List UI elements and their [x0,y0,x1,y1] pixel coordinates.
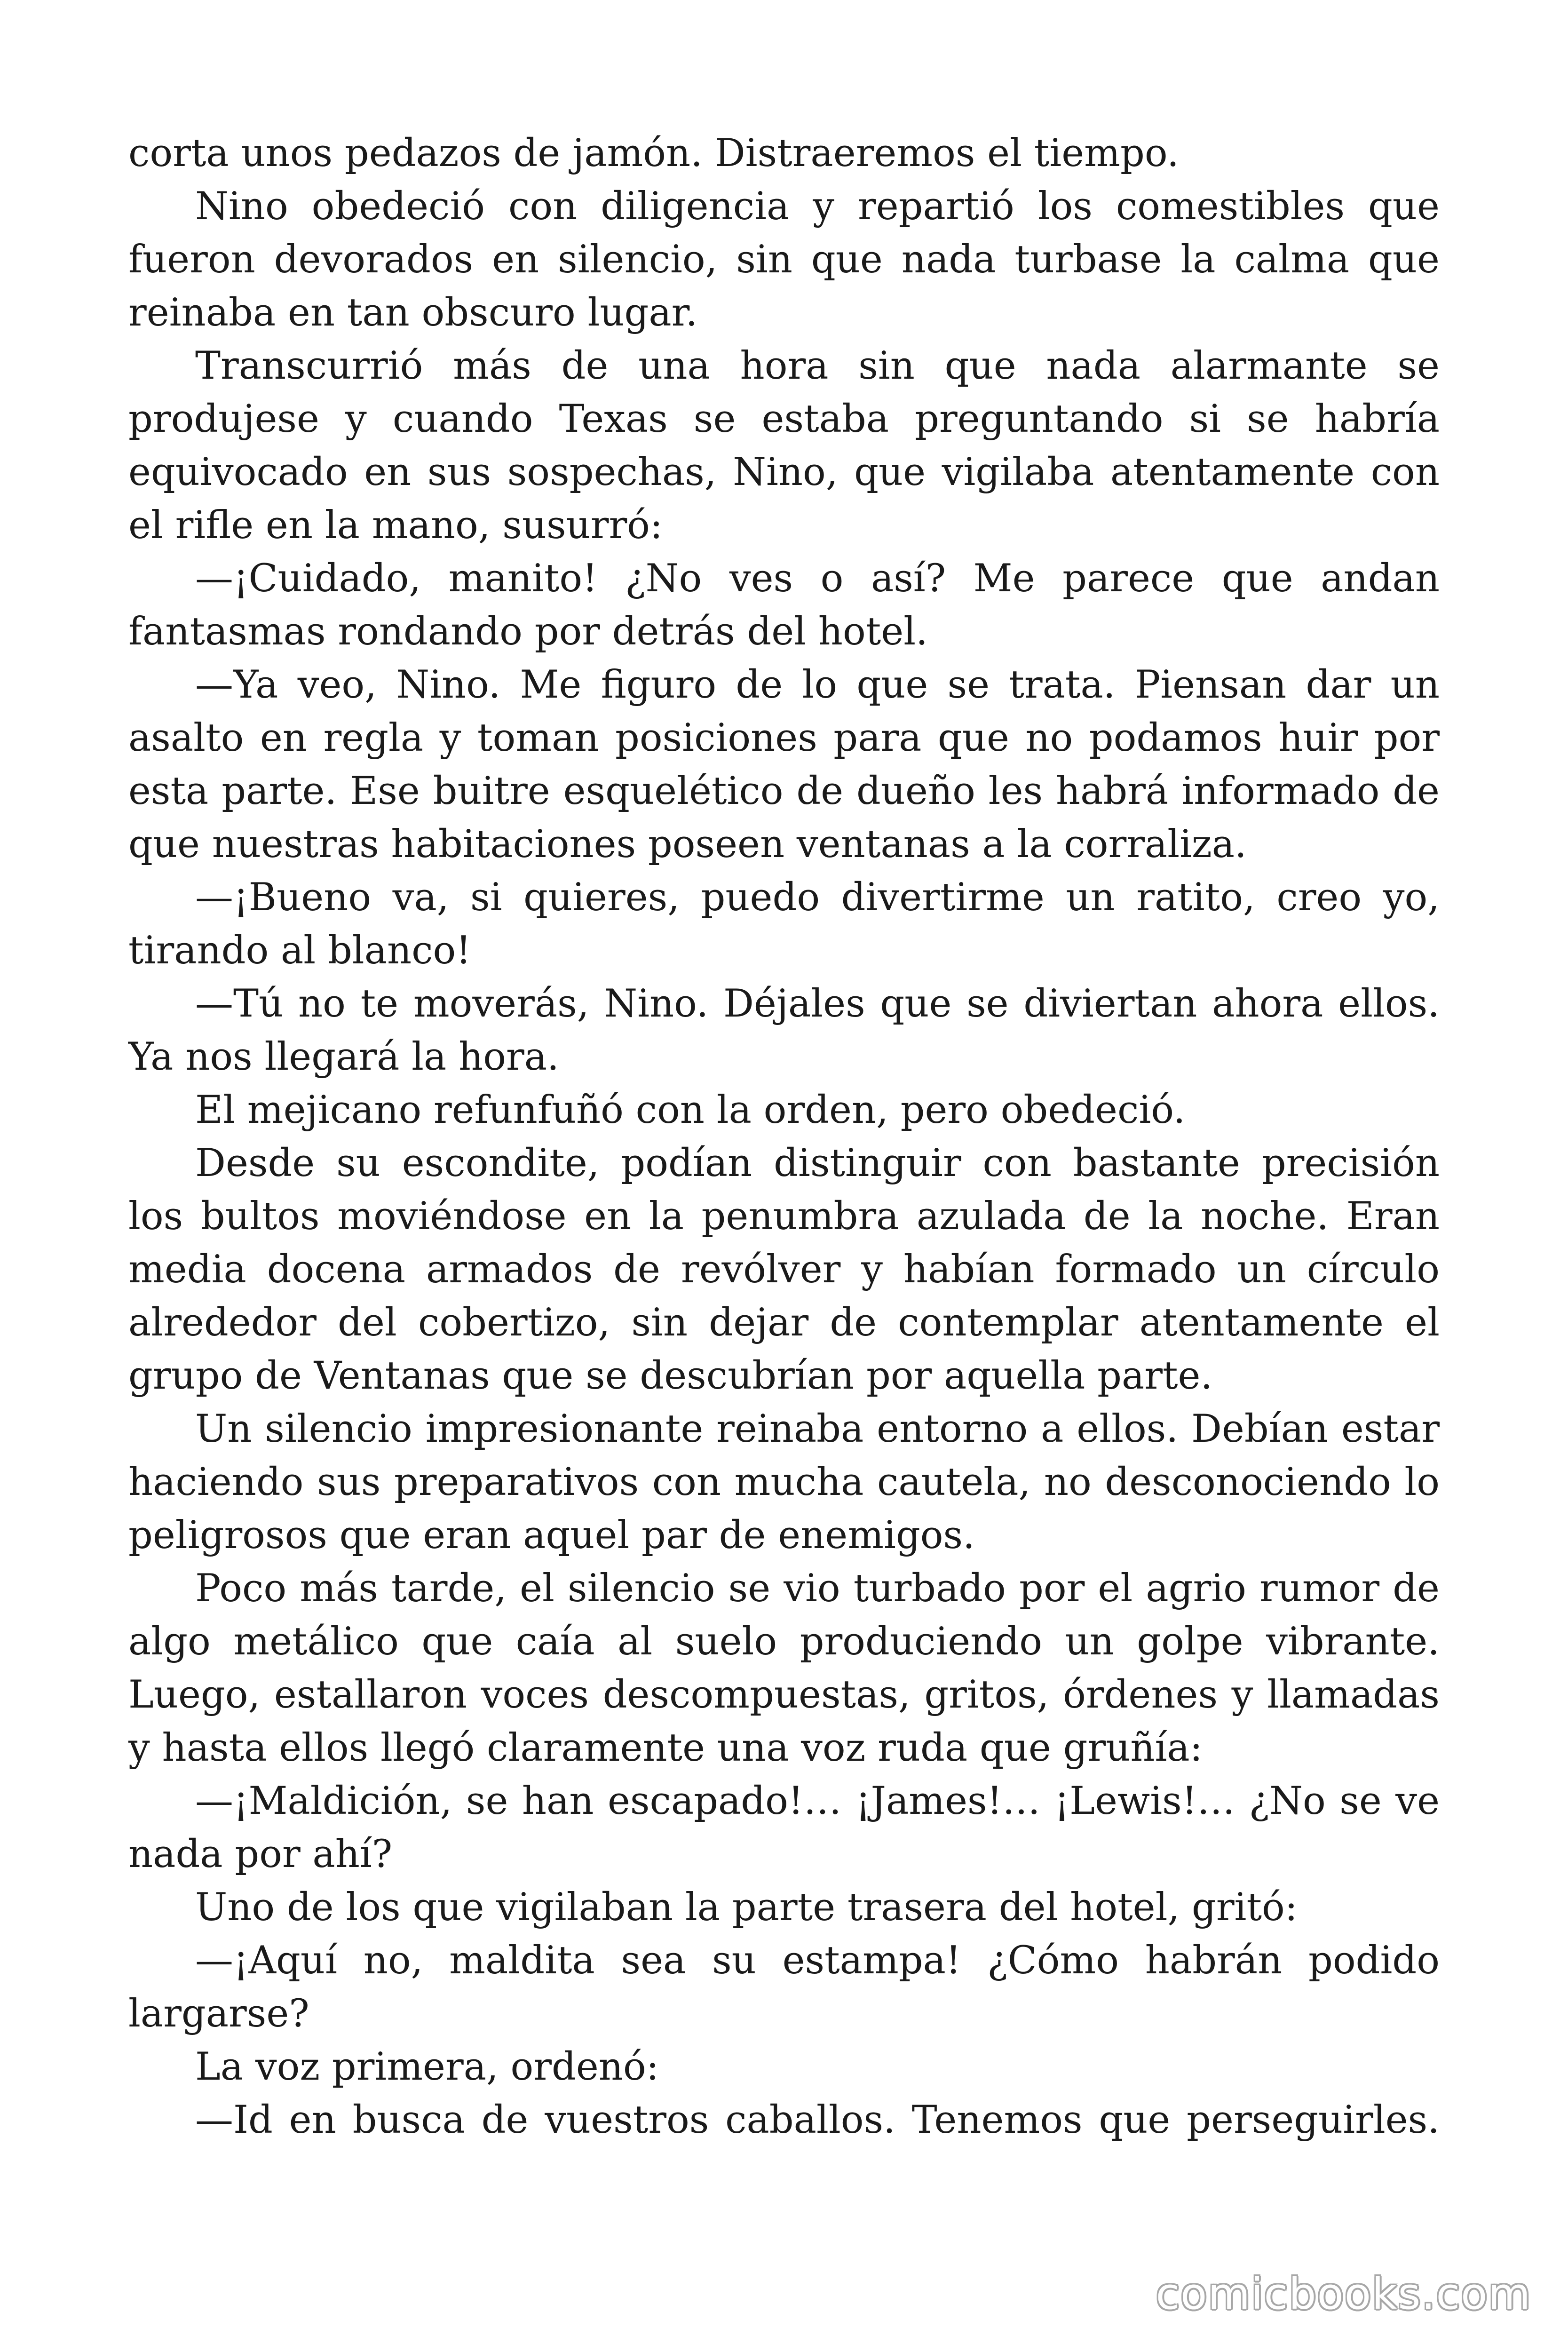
paragraph: Desde su escondite, podían distinguir con bastante precisión los bultos moviéndose en la penumbra azulada de la noche. Eran media docena armados de revólver y habían formado un círculo alrededor del cobertizo, sin dejar de contemplar atentamente el grupo de Ventanas que se descubrían por aquella parte. [128,1141,1440,1398]
watermark: comicbooks.com [1156,2269,1531,2319]
paragraph: —¡Cuidado, manito! ¿No ves o así? Me parece que andan fantasmas rondando por detrás del hotel. [128,556,1440,654]
paragraph: corta unos pedazos de jamón. Distraeremos el tiempo. [128,131,1179,175]
paragraph: —Ya veo, Nino. Me figuro de lo que se trata. Piensan dar un asalto en regla y toman posiciones para que no podamos huir por esta parte. Ese buitre esquelético de dueño les habrá informado de que nuestras habitaciones poseen ventanas a la corraliza. [128,663,1440,866]
paragraph: Un silencio impresionante reinaba entorno a ellos. Debían estar haciendo sus preparativos con mucha cautela, no desconociendo lo peligrosos que eran aquel par de enemigos. [128,1407,1440,1557]
paragraph: Transcurrió más de una hora sin que nada alarmante se produjese y cuando Texas se estaba preguntando si se habría equivocado en sus sospechas, Nino, que vigilaba atentamente con el rifle en la mano, susurró: [128,344,1440,548]
paragraph: Nino obedeció con diligencia y repartió los comestibles que fueron devorados en silencio, sin que nada turbase la calma que reinaba en tan obscuro lugar. [128,184,1440,335]
paragraph: —¡Aquí no, maldita sea su estampa! ¿Cómo habrán podido largarse? [128,1939,1440,2036]
paragraph: —¡Bueno va, si quieres, puedo divertirme un ratito, creo yo, tirando al blanco! [128,875,1440,973]
paragraph: —Tú no te moverás, Nino. Déjales que se diviertan ahora ellos. Ya nos llegará la hora. [128,982,1440,1079]
paragraph: Poco más tarde, el silencio se vio turbado por el agrio rumor de algo metálico que caía al suelo produciendo un golpe vibrante. Luego, estallaron voces descompuestas, gritos, órdenes y llamadas y hasta ellos llegó claramente una voz ruda que gruñía: [128,1566,1440,1770]
paragraph: La voz primera, ordenó: [195,2045,659,2089]
paragraph: Uno de los que vigilaban la parte trasera del hotel, gritó: [195,1885,1298,1930]
book-page-text [128,127,1440,2147]
paragraph: El mejicano refunfuñó con la orden, pero obedeció. [195,1088,1186,1132]
paragraph: —¡Maldición, se han escapado!… ¡James!… ¡Lewis!… ¿No se ve nada por ahí? [128,1779,1440,1876]
paragraph: —Id en busca de vuestros caballos. Tenemos que perseguirles. [195,2098,1440,2142]
